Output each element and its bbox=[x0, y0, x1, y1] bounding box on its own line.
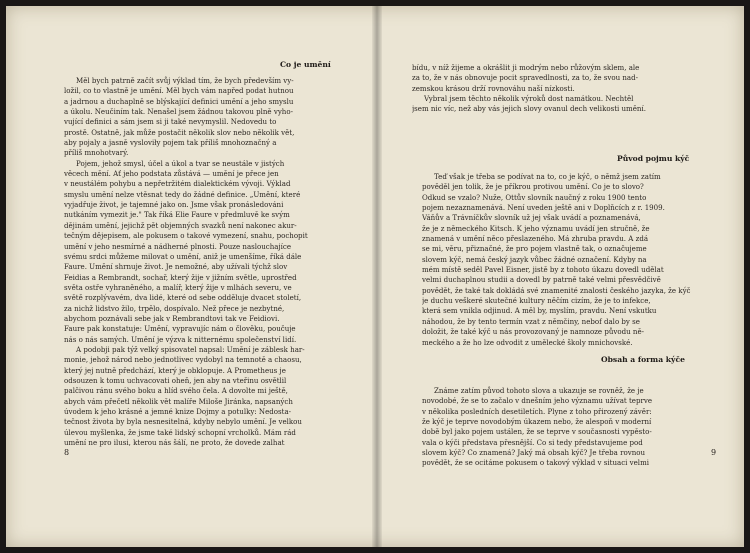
text-line: monie, jehož národ nebo jednotlivec vydobyl na temnotě a chaosu, bbox=[64, 355, 302, 365]
text-line: a úkolu. Neučiním tak. Nenašel jsem žádnou takovou plně vyho- bbox=[64, 107, 293, 117]
text-line: úvodem k jeho krásné a jemné knize Dojmy a potulky: Nedosta- bbox=[64, 407, 292, 416]
text-line: abych vám přečetl několik vět malíře Miloše Jiránka, napsaných bbox=[64, 396, 293, 406]
right-page bbox=[382, 6, 744, 547]
text-line: Odkud se vzalo? Nuže, Ottův slovník naučný z roku 1900 tento bbox=[422, 192, 647, 202]
text-line: abychom poznávali sebe jak v Rembrandtovi tak ve Feidiovi. bbox=[64, 313, 280, 323]
book-gutter bbox=[372, 6, 382, 547]
text-line: pojem nezaznamenává. Není uveden ještě ani v Doplňcích z r. 1909. bbox=[422, 203, 665, 213]
text-line: velmi duchaplnou studii a dovedl by patrně také velmi přesvědčivě bbox=[422, 275, 661, 285]
text-line: vala o kýči představa přesnější. Co si tedy představujeme pod bbox=[422, 437, 643, 447]
text-line: věcech mění. Ať jeho podstata zůstává — umění je přece jen bbox=[64, 169, 279, 179]
text-line: náhodou, že by tento termín vzat z němčiny, nebof dalo by se bbox=[422, 316, 640, 326]
text-line: se mi, věru, přiznačné, že pro pojem vlastně tak, o označujeme bbox=[422, 244, 647, 254]
right-page-top-paragraph bbox=[412, 63, 718, 115]
text-line: prostě. Ostatně, jak může postačit několik slov nebo několik vět, bbox=[64, 127, 295, 137]
text-line: nutkáním vymezit je." Tak říká Elie Faure v předmluvě ke svým bbox=[64, 210, 290, 220]
text-line: a jadrnou a duchaplně se blýskající definici umění a jeho smyslu bbox=[64, 96, 294, 106]
text-line: doložit, že také kýč u nás provozovaný je namnoze původu ně- bbox=[422, 327, 644, 337]
text-line: bídu, v níž žijeme a okrášlit ji modrým nebo růžovým sklem, ale bbox=[412, 63, 640, 72]
text-line: je duchu veškeré skutečné kultury něčím cizím, že je to infekce, bbox=[422, 296, 651, 306]
text-line: světa ostře vyhraněného, a malíř, který žije v mlhách severu, ve bbox=[64, 282, 292, 292]
text-line: v neustálém pohybu a nepřetržitém dialektickém vývoji. Výklad bbox=[64, 179, 291, 189]
text-line: že je z německého Kitsch. K jeho významu uvádí jen stručně, že bbox=[422, 223, 650, 233]
text-line: Vybral jsem těchto několik výroků dost namátkou. Nechtěl bbox=[424, 94, 634, 104]
text-line: Feidias a Rembrandt, sochař, který žije v jižním světle, uprostřed bbox=[64, 272, 297, 282]
text-line: znamená v umění něco přeslazeného. Má zhruba pravdu. A zdá bbox=[422, 234, 649, 244]
right-page-section-origin bbox=[422, 172, 718, 348]
text-line: jsem nic víc, než aby vás jejich slovy ovanul dech velikosti umění. bbox=[412, 104, 646, 114]
text-line: za nichž lidstvo žilo, trpělo, dospívalo. Než přece je nezbytné, bbox=[64, 303, 285, 313]
text-line: Pojem, jehož smysl, účel a úkol a tvar se neustále v jistých bbox=[76, 158, 285, 168]
text-line: smyslu umění nelze vtěsnat tedy do žádné definice. „Umění, které bbox=[64, 189, 301, 199]
text-line: příliš mnohotvarý. bbox=[64, 148, 129, 158]
book-spread bbox=[6, 6, 744, 547]
text-line: v několika posledních desetiletích. Plyne z toho přirozený závěr: bbox=[422, 406, 652, 416]
page-number-right: 9 bbox=[711, 448, 717, 457]
text-line: úlevou myšlenka, že jsme také lidský schopní vrcholků. Mám rád bbox=[64, 427, 296, 437]
text-line: Váňův a Trávníčkův slovník už jej však uvádí a poznamenává, bbox=[422, 213, 641, 223]
text-line: tečnost života by byla nesnesitelná, kdyby nebylo umění. Je velkou bbox=[64, 417, 302, 427]
left-page bbox=[6, 6, 372, 547]
text-line: době byl jako pojem ustálen, že se teprve v současnosti vypěsto- bbox=[422, 427, 652, 437]
text-line: mém místě seděl Pavel Eisner, jistě by z tohoto úkazu dovedl udělat bbox=[422, 265, 664, 275]
text-line: novodobé, že se to začalo v dnešním jeho významu užívat teprve bbox=[422, 396, 652, 406]
text-line: umění v jeho nesmírné a nádherné plnosti. Pouze naslouchajíce bbox=[64, 241, 292, 251]
text-line: aby pojaly a jasně vysloviły pojem tak příliš mnohoznačný a bbox=[64, 138, 277, 148]
text-line: zemskou krásou drží rovnováhu naší nízkosti. bbox=[412, 83, 575, 93]
section-heading-co-je-umeni: Co je umění bbox=[280, 60, 331, 69]
right-page-section-content bbox=[422, 386, 718, 469]
section-heading-puvod-pojmu-kyce: Původ pojmu kýč bbox=[617, 154, 690, 163]
text-line: pověděl jen tolik, že je příkrou protivou umění. Co je to slovo? bbox=[422, 182, 644, 192]
text-line: A podobji pak týž velký spisovatel napsal: Umění je záblesk har- bbox=[76, 344, 305, 354]
text-line: svému srdci můžeme milovat o umění, aniž je umenšíme, říká dále bbox=[64, 251, 302, 261]
text-line: která sem vnikla odjinud. A měl by, myslím, pravdu. Není vskutku bbox=[422, 306, 657, 316]
text-line: Teď však je třeba se podívat na to, co je kýč, o němž jsem zatím bbox=[434, 172, 661, 181]
text-line: že kýč je teprve novodobým úkazem nebo, že alespoň v moderní bbox=[422, 417, 652, 427]
text-line: vující definici a sám jsem si ji také nevymyslil. Nedovedu to bbox=[64, 117, 277, 127]
text-line: tečným dějepisem, ale pokusem o takové vymezení, snahu, pochopit bbox=[64, 231, 308, 241]
page-number-left: 8 bbox=[64, 448, 70, 457]
text-line: vyjadřuje život, je tajemné jako on. Jsme však pronásledováni bbox=[64, 200, 284, 210]
text-line: palčivou ránu svého boku a hlíd svého čela. A dovolte mi ještě, bbox=[64, 386, 288, 396]
text-line: Známe zatím původ tohoto slova a ukazuje se rovněž, že je bbox=[434, 386, 644, 395]
text-line: za to, že v nás obnovuje pocit spravedlnosti, za to, že svou nad- bbox=[412, 73, 638, 83]
text-line: odsouzen k tomu uchvacovati oheň, jen aby na vteřinu osvětlil bbox=[64, 375, 287, 385]
text-line: který jej nutně předchází, který je obklopuje. A Prometheus je bbox=[64, 365, 286, 375]
text-line: povědět, že se ocitáme pokusem o takový výklad v situaci velmi bbox=[422, 458, 650, 468]
text-line: slovem kýč? Co znamená? Jaký má obsah kýč? Je třeba rovnou bbox=[422, 448, 646, 458]
section-heading-obsah-a-forma-kyce: Obsah a forma kýče bbox=[601, 355, 685, 364]
text-line: Faure pak konstatuje: Umění, vypravujíc nám o člověku, poučuje bbox=[64, 324, 296, 334]
text-line: ložil, co to vlastně je umění. Měl bych vám napřed podat hutnou bbox=[64, 86, 294, 96]
text-line: slovem kýč, nemá český jazyk vůbec žádné označení. Kdyby na bbox=[422, 254, 647, 264]
text-line: umění ne pro ilusi, kterou nás šálí, ne proto, že dovede zalhat bbox=[64, 438, 285, 448]
text-line: povědět, že také tak dokládá své znamenité znalosti českého jazyka, že kýč bbox=[422, 285, 691, 295]
text-line: Měl bych patrně začít svůj výklad tím, že bych především vy- bbox=[76, 76, 294, 85]
text-line: dějinám umění, jejichž pět objemných svazků není nakonec akur- bbox=[64, 220, 297, 230]
text-line: Faure. Umění shrnuje život. Je nemožné, aby užívali týchž slov bbox=[64, 262, 288, 272]
text-line: světě rozplývavém, dva lidé, které od sebe odděluje dvacet století, bbox=[64, 293, 302, 303]
left-page-body bbox=[64, 76, 346, 448]
text-line: meckého a že ho lze odvodit z umělecké školy mnichovské. bbox=[422, 337, 633, 347]
text-line: nás o nás samých. Umění je výzva k nitternému společenství lidí. bbox=[64, 334, 297, 344]
